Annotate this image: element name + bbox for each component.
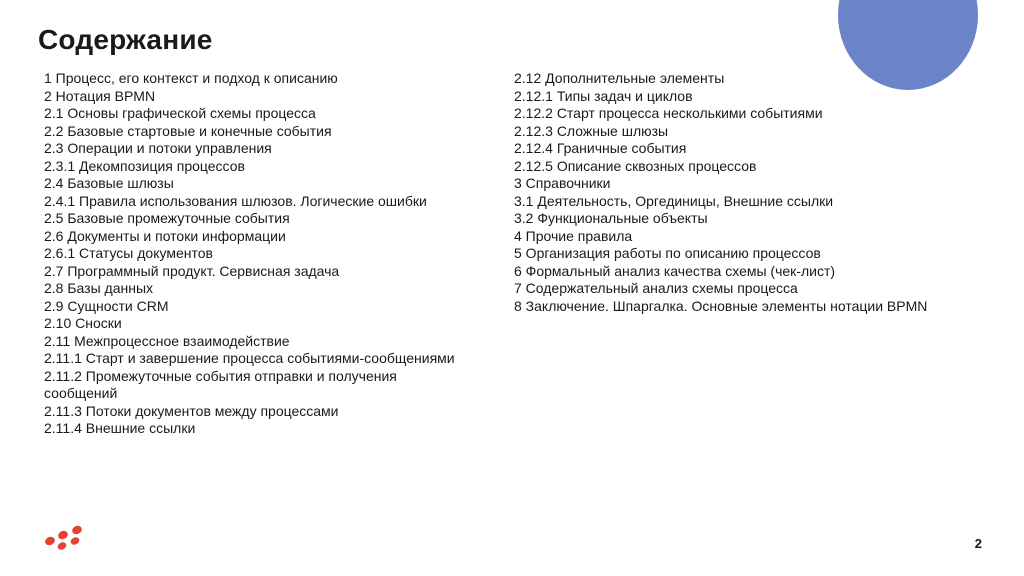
toc-item: 2.1 Основы графической схемы процесса <box>44 105 316 121</box>
toc-item: 6 Формальный анализ качества схемы (чек-лист) <box>514 262 836 279</box>
toc-item: 2.6 Документы и потоки информации <box>44 227 286 244</box>
toc-item: 3 Справочники <box>514 175 611 191</box>
dots-logo-icon <box>44 524 90 550</box>
toc-item: 3.1 Деятельность, Оргединицы, Внешние ссылки <box>514 192 834 209</box>
toc-item: 2.4 Базовые шлюзы <box>44 175 174 191</box>
toc-item: 2.12.5 Описание сквозных процессов <box>514 157 757 174</box>
toc-item: 2.3.1 Декомпозиция процессов <box>44 157 245 174</box>
page-title: Содержание <box>38 24 213 55</box>
toc-item: 2.12.3 Сложные шлюзы <box>514 122 669 139</box>
toc-item: 2.5 Базовые промежуточные события <box>44 210 290 226</box>
toc-column-right <box>514 70 944 315</box>
toc-item: 2.6.1 Статусы документов <box>44 245 213 261</box>
toc-item: 2.7 Программный продукт. Сервисная задача <box>44 262 340 279</box>
toc-item: 2.11.1 Старт и завершение процесса событиями-сообщениями <box>44 350 455 366</box>
toc-item: 2.12.2 Старт процесса несколькими событиями <box>514 105 823 121</box>
toc-item: 2.10 Сноски <box>44 315 122 331</box>
toc-column-left <box>44 70 464 438</box>
toc-item: 2.9 Сущности CRM <box>44 297 169 314</box>
toc-item: 2 Нотация BPMN <box>44 87 156 104</box>
toc-item: 2.3 Операции и потоки управления <box>44 140 272 156</box>
toc-item: 2.11.4 Внешние ссылки <box>44 420 196 436</box>
page-number: 2 <box>974 536 982 551</box>
toc-item: 2.11.2 Промежуточные события отправки и получения сообщений <box>44 367 397 401</box>
toc-item: 2.12.4 Граничные события <box>514 140 687 156</box>
toc-item: 2.2 Базовые стартовые и конечные события <box>44 122 332 139</box>
toc-item: 7 Содержательный анализ схемы процесса <box>514 280 798 296</box>
toc-item: 2.11 Межпроцессное взаимодействие <box>44 332 290 349</box>
toc-item: 2.12 Дополнительные элементы <box>514 70 725 86</box>
toc-item: 2.8 Базы данных <box>44 280 154 296</box>
toc-item: 1 Процесс, его контекст и подход к описанию <box>44 70 338 86</box>
toc-item: 3.2 Функциональные объекты <box>514 210 708 226</box>
toc-item: 2.11.3 Потоки документов между процессами <box>44 402 339 419</box>
toc-item: 2.12.1 Типы задач и циклов <box>514 87 693 104</box>
toc-item: 4 Прочие правила <box>514 227 633 244</box>
toc-item: 5 Организация работы по описанию процессов <box>514 245 821 261</box>
toc-item: 8 Заключение. Шпаргалка. Основные элементы нотации BPMN <box>514 297 928 314</box>
toc-item: 2.4.1 Правила использования шлюзов. Логические ошибки <box>44 192 427 209</box>
